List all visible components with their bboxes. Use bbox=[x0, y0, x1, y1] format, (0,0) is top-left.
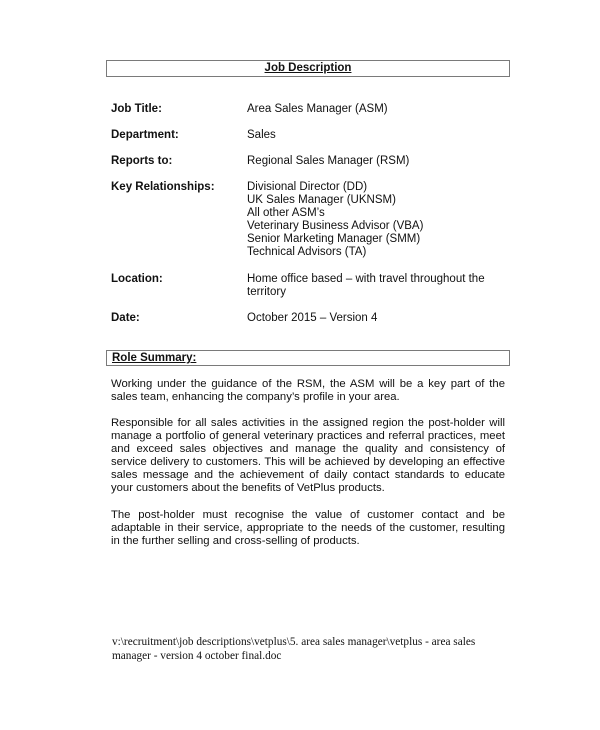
field-value bbox=[247, 273, 507, 299]
field-value-line: territory bbox=[247, 286, 286, 298]
relationship-item: All other ASM’s bbox=[247, 207, 325, 219]
document-title: Job Description bbox=[264, 62, 352, 74]
field-value-line: October 2015 – Version 4 bbox=[247, 312, 378, 324]
role-summary-heading-box bbox=[106, 350, 510, 366]
role-summary-paragraph: Responsible for all sales activities in the assigned region the post-holder will manage a portfolio of general veterinary practices and referral practices, meet and exceed sales objectives and manage the quality and consistency of service delivery to customers. This will be achieved by developing an effective sales message and the achievement of daily contact standards to educate your customers about the benefits of VetPlus products. bbox=[111, 417, 505, 494]
role-summary-heading: Role Summary: bbox=[112, 352, 197, 364]
field-label: Reports to: bbox=[111, 155, 173, 167]
field-label: Location: bbox=[111, 273, 163, 285]
field-value bbox=[247, 129, 507, 142]
relationship-item: Veterinary Business Advisor (VBA) bbox=[247, 220, 424, 232]
field-label: Department: bbox=[111, 129, 179, 141]
relationship-item: Technical Advisors (TA) bbox=[247, 246, 367, 258]
relationship-item: Senior Marketing Manager (SMM) bbox=[247, 233, 421, 245]
field-value bbox=[247, 181, 507, 259]
field-value bbox=[247, 312, 507, 325]
field-label: Job Title: bbox=[111, 103, 162, 115]
field-value-line: Area Sales Manager (ASM) bbox=[247, 103, 388, 115]
field-value bbox=[247, 103, 507, 116]
role-summary-paragraph: The post-holder must recognise the value of customer contact and be adaptable in their service, appropriate to the needs of the customer, resulting in the further selling and cross-selling of products. bbox=[111, 509, 505, 547]
document-title-box bbox=[106, 60, 510, 77]
role-summary-paragraph: Working under the guidance of the RSM, the ASM will be a key part of the sales team, enhancing the company’s profile in your area. bbox=[111, 378, 505, 403]
field-label: Date: bbox=[111, 312, 140, 324]
relationship-item: UK Sales Manager (UKNSM) bbox=[247, 194, 396, 206]
field-value-line: Regional Sales Manager (RSM) bbox=[247, 155, 410, 167]
field-value bbox=[247, 155, 507, 168]
field-value-line: Sales bbox=[247, 129, 276, 141]
field-value-line: Home office based – with travel throughout the bbox=[247, 273, 485, 285]
footer-file-path: v:\recruitment\job descriptions\vetplus\5. area sales manager\vetplus - area sales manager - version 4 october final.doc bbox=[112, 636, 476, 662]
relationship-item: Divisional Director (DD) bbox=[247, 181, 368, 193]
field-label: Key Relationships: bbox=[111, 181, 215, 193]
